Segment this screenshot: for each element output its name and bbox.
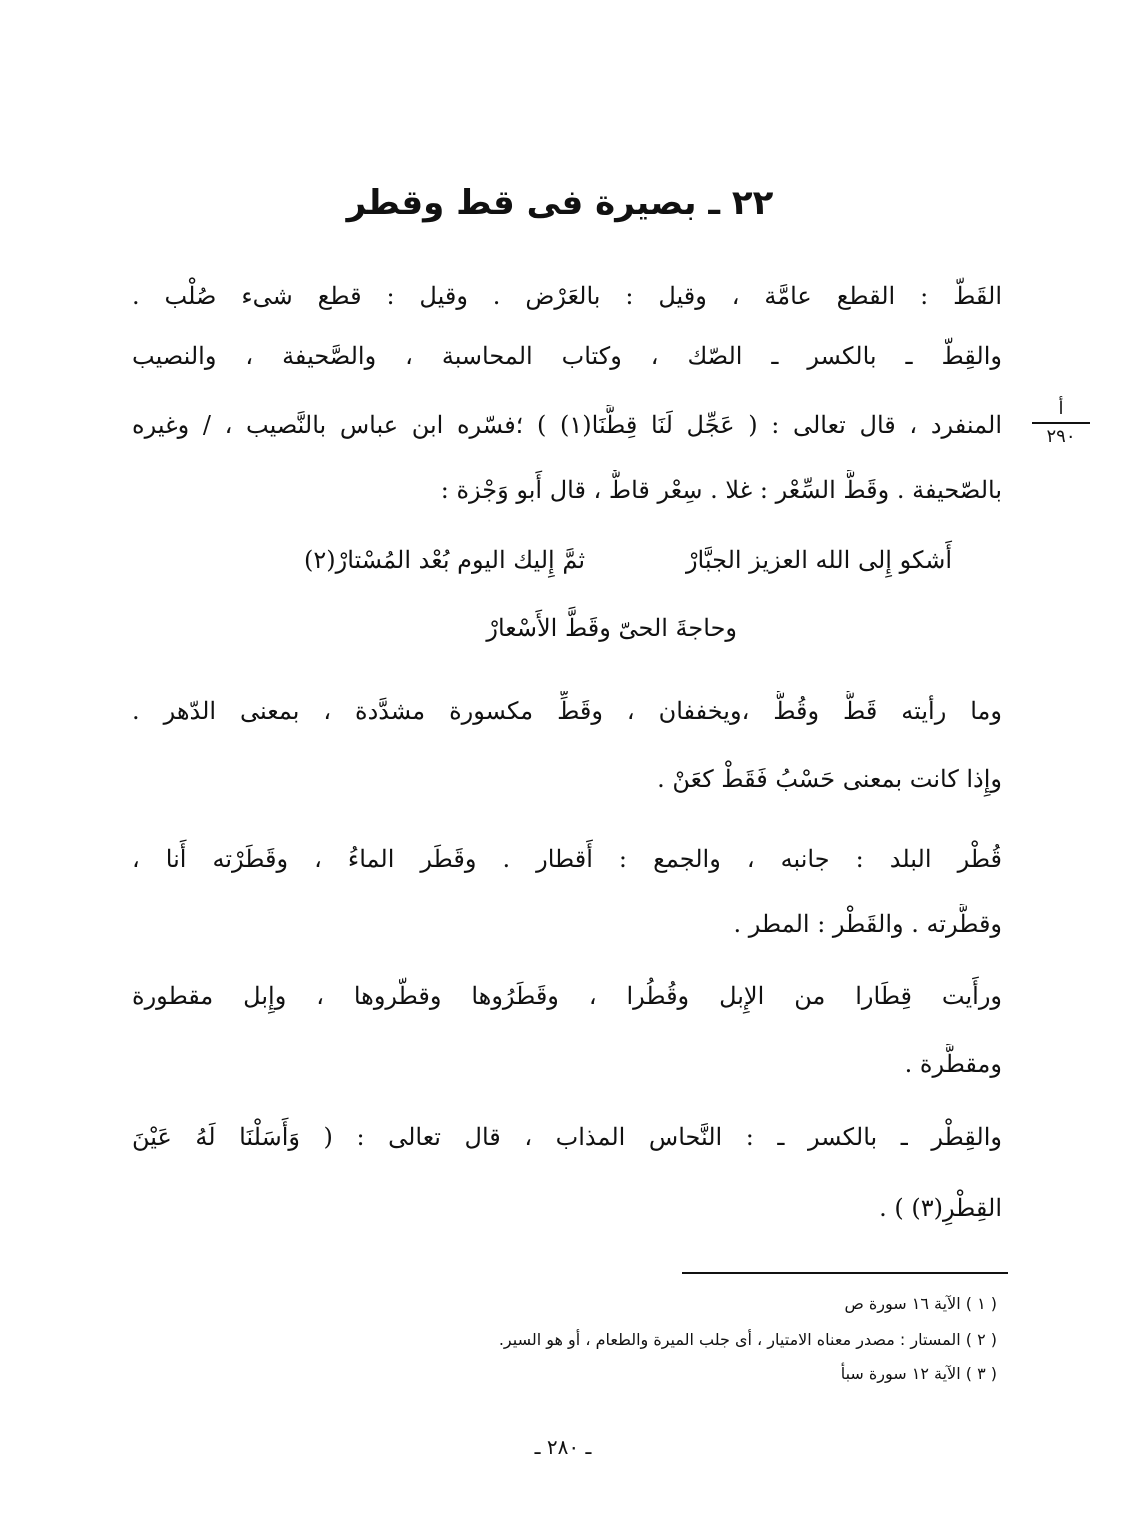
footnote: ( ٣ ) الآية ١٢ سورة سبأ: [840, 1364, 997, 1383]
margin-manuscript-reference: [1032, 398, 1090, 448]
verse-third-line: وحاجةَ الحىّ وقَطَّ الأَسْعارْ: [486, 614, 737, 642]
verse-right-hemistich: أَشكو إِلى الله العزيز الجبَّارْ: [685, 546, 952, 574]
verse-left-hemistich: ثمَّ إِليك اليوم بُعْد المُسْتارْ(٢): [304, 546, 585, 574]
body-line: والقِطّ ـ بالكسر ـ الصّك ، وكتاب المحاسبة ، والصَّحيفة ، والنصيب: [132, 342, 1002, 370]
body-line: والقِطْر ـ بالكسر ـ : النَّحاس المذاب ، قال تعالى : ( وَأَسَلْنَا لَهُ عَيْنَ: [132, 1123, 1002, 1151]
footnote: ( ١ ) الآية ١٦ سورة ص: [844, 1294, 997, 1313]
body-line: القَطّ : القطع عامَّة ، وقيل : بالعَرْض . وقيل : قطع شىء صُلْب .: [132, 282, 1002, 310]
page-number: ـ ٢٨٠ ـ: [534, 1435, 592, 1459]
margin-ref-bottom: ٢٩٠: [1046, 426, 1076, 447]
page-title: ٢٢ ـ بصيرة فى قط وقطر: [346, 183, 774, 223]
footnote: ( ٢ ) المستار : مصدر معناه الامتيار ، أى جلب الميرة والطعام ، أو هو السير.: [498, 1330, 997, 1349]
body-line: قُطْر البلد : جانبه ، والجمع : أَقطار . وقَطَر الماءُ ، وقَطَرْته أَنا ،: [132, 845, 1002, 873]
margin-ref-rule: [1032, 422, 1090, 424]
body-line: وقطَّرته . والقَطْر : المطر .: [733, 910, 1002, 938]
margin-ref-top: أ: [1058, 398, 1064, 419]
body-line: بالصّحيفة . وقَطَّ السِّعْر : غلا . سِعْر قاطٌّ ، قال أَبو وَجْزة :: [440, 476, 1002, 504]
body-line: ورأَيت قِطَارا من الإِبل وقُطُرا ، وقَطَرُوها وقطّروها ، وإِبل مقطورة: [132, 982, 1002, 1010]
footnote-rule: [682, 1272, 1008, 1274]
body-line: القِطْرِ(٣) ) .: [879, 1194, 1002, 1222]
body-line: المنفرد ، قال تعالى : ( عَجِّل لَنَا قِطَّنَا(١) ) ؛فسّره ابن عباس بالنَّصيب ، / وغيره: [132, 411, 1002, 439]
body-line: وإِذا كانت بمعنى حَسْبُ فَقَطْ كعَنْ .: [657, 765, 1002, 793]
body-line: ومقطَّرة .: [904, 1050, 1002, 1078]
body-line: وما رأيته قَطُّ وقُطُّ ،ويخففان ، وقَطِّ مكسورة مشدَّدة ، بمعنى الدّهر .: [132, 697, 1002, 725]
